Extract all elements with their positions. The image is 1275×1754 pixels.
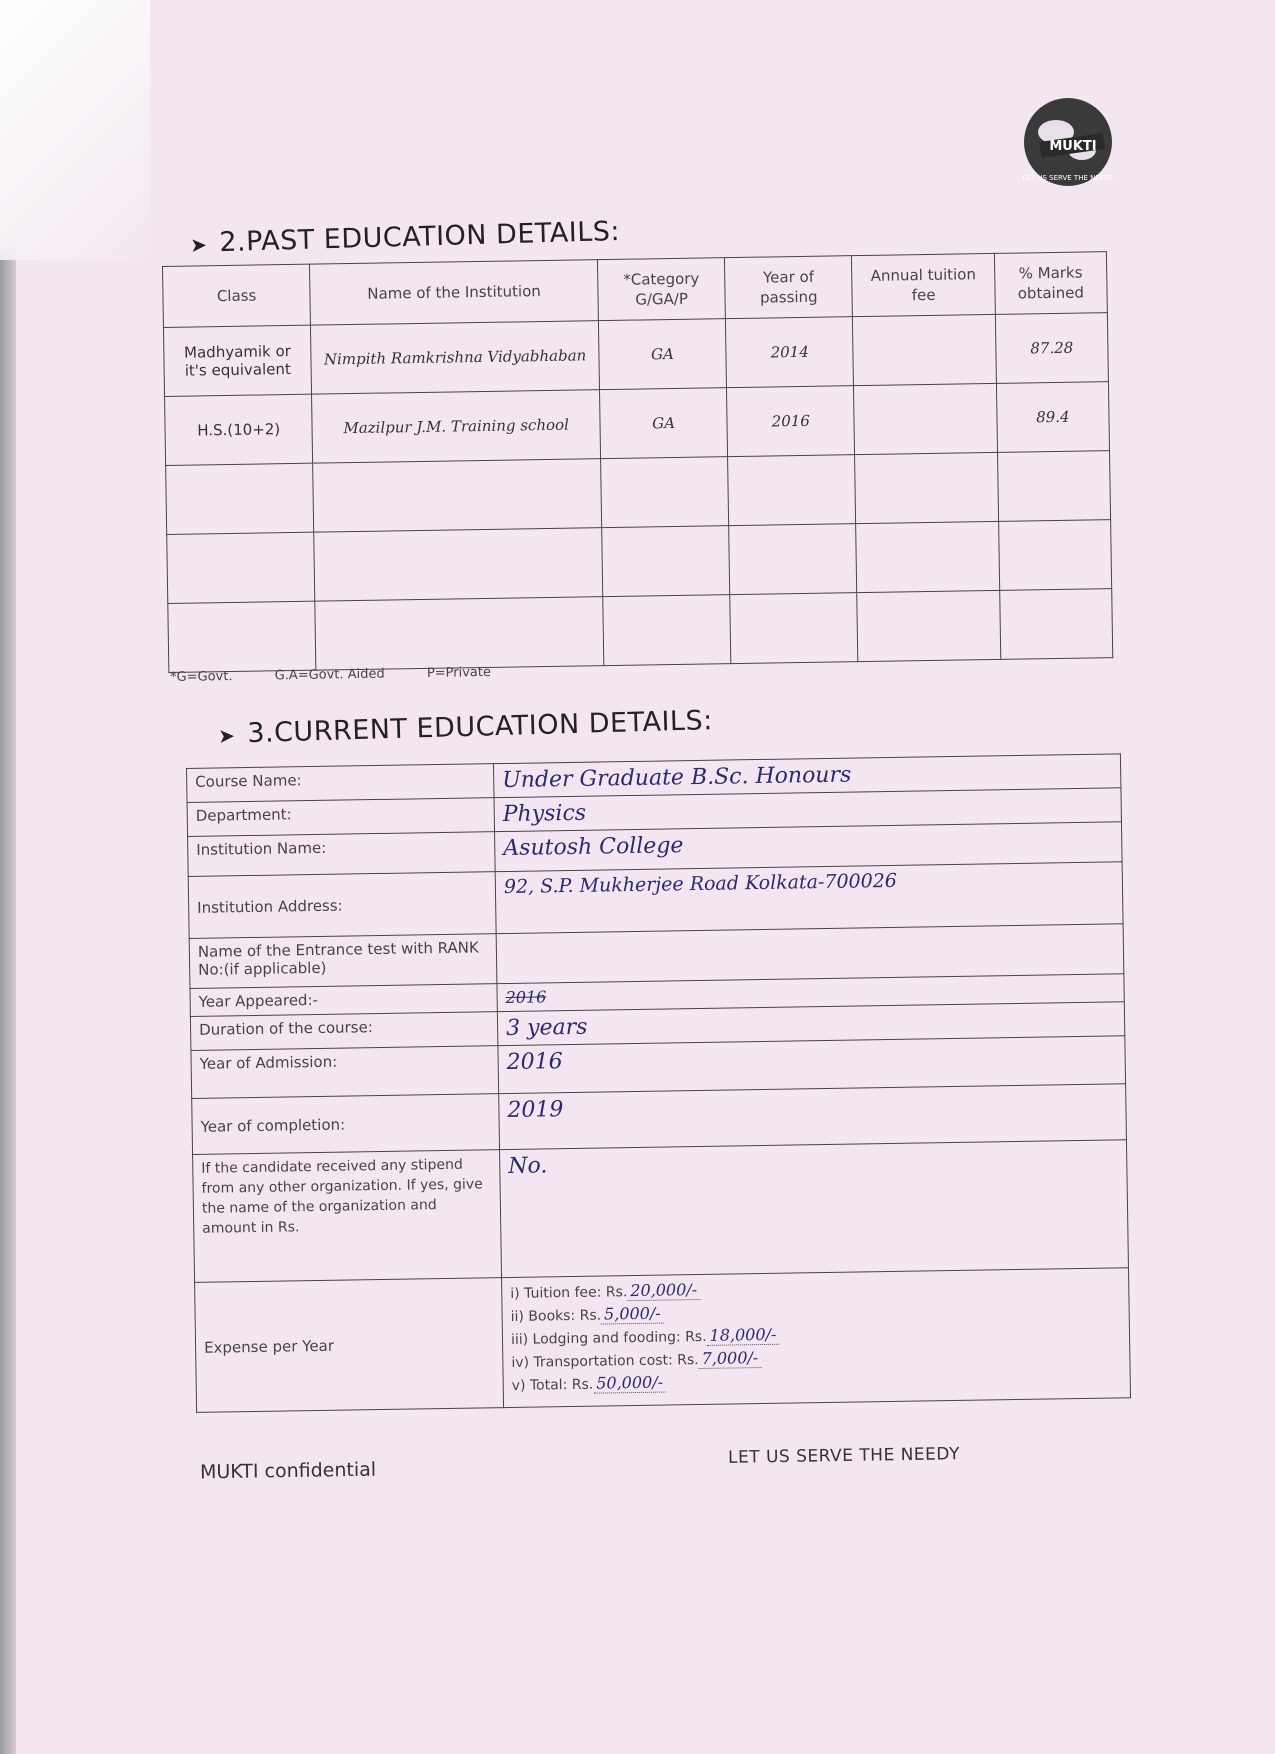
field-label: Expense per Year: [195, 1278, 504, 1413]
footer-slogan: LET US SERVE THE NEEDY: [727, 1444, 961, 1468]
expense-breakdown: [502, 1268, 1131, 1408]
field-value: 92, S.P. Mukherjee Road Kolkata-700026: [495, 862, 1123, 934]
marks-cell: 87.28: [995, 313, 1108, 384]
column-header: Year of passing: [725, 256, 853, 319]
column-header: Name of the Institution: [310, 260, 599, 326]
field-value: 2016: [498, 1036, 1126, 1094]
marks-cell: 89.4: [996, 382, 1109, 453]
column-header: % Marks obtained: [994, 252, 1107, 315]
mukti-logo: [1018, 92, 1118, 192]
marks-cell: [997, 451, 1110, 522]
field-value: No.: [500, 1140, 1129, 1278]
marks-cell: [999, 589, 1112, 660]
field-label: Year Appeared:-: [190, 984, 497, 1017]
institution-cell: Mazilpur J.M. Training school: [312, 390, 601, 464]
expense-item: iv) Transportation cost: Rs. 7,000/-: [511, 1341, 1121, 1374]
field-value: 3 years: [497, 1002, 1124, 1046]
legend-item: *G=Govt.: [170, 669, 233, 685]
expense-item: iii) Lodging and fooding: Rs. 18,000/-: [511, 1318, 1121, 1351]
year-cell: 2016: [727, 386, 855, 457]
tuition-cell: [854, 383, 997, 454]
field-label: Name of the Entrance test with RANK No:(if applicable): [189, 934, 497, 989]
expense-amount: 20,000/-: [627, 1280, 700, 1301]
field-label: Course Name:: [187, 764, 494, 803]
year-cell: [729, 524, 857, 595]
bullet-arrow-icon: ➤: [189, 232, 208, 257]
field-label: Institution Address:: [188, 872, 496, 939]
field-value: Under Graduate B.Sc. Honours: [493, 754, 1120, 798]
field-value: Asutosh College: [495, 822, 1123, 872]
class-cell: [167, 532, 315, 603]
category-cell: [602, 526, 730, 597]
field-label: Duration of the course:: [190, 1012, 497, 1051]
expense-amount: 7,000/-: [699, 1348, 762, 1369]
past-education-table: [162, 251, 1113, 673]
logo-tagline: LET US SERVE THE NEEDY: [1022, 174, 1114, 182]
tuition-cell: [853, 314, 996, 385]
expense-item: ii) Books: Rs. 5,000/-: [510, 1295, 1120, 1328]
table-row: [168, 589, 1113, 673]
category-cell: GA: [598, 319, 726, 390]
current-education-title: ➤ 3.CURRENT EDUCATION DETAILS:: [217, 705, 714, 750]
current-education-table: [186, 753, 1131, 1413]
field-label: Year of Admission:: [191, 1046, 499, 1099]
expense-row: [195, 1268, 1131, 1413]
year-cell: [730, 593, 858, 664]
field-value: 2019: [499, 1084, 1127, 1150]
field-value: Physics: [494, 788, 1121, 832]
legend-item: G.A=Govt. Aided: [274, 666, 385, 684]
category-cell: [603, 595, 731, 666]
class-cell: H.S.(10+2): [165, 394, 313, 465]
field-label: If the candidate received any stipend from any other organization. If yes, give the name of the organization and amount in Rs.: [193, 1150, 502, 1283]
marks-cell: [998, 520, 1111, 591]
field-row: [193, 1140, 1129, 1283]
legend-item: P=Private: [426, 664, 492, 681]
institution-cell: Nimpith Ramkrishna Vidyabhaban: [311, 321, 600, 395]
expense-amount: 18,000/-: [706, 1325, 779, 1346]
column-header: Annual tuition fee: [852, 253, 995, 316]
year-cell: [728, 455, 856, 526]
category-cell: GA: [599, 388, 727, 459]
field-label: Year of completion:: [192, 1094, 500, 1155]
institution-cell: [313, 459, 602, 533]
expense-item: i) Tuition fee: Rs. 20,000/-: [510, 1272, 1120, 1305]
footer-confidential: MUKTI confidential: [199, 1458, 377, 1484]
folded-corner: [0, 0, 150, 260]
class-cell: [166, 463, 314, 534]
logo-text: MUKTI: [1049, 139, 1097, 154]
institution-cell: [315, 597, 604, 671]
expense-amount: 50,000/-: [593, 1373, 666, 1394]
tuition-cell: [857, 590, 1000, 661]
tuition-cell: [855, 452, 998, 523]
column-header: *Category G/GA/P: [597, 258, 725, 321]
column-header: Class: [163, 264, 311, 327]
past-education-title: ➤ 2.PAST EDUCATION DETAILS:: [189, 216, 621, 259]
year-cell: 2014: [726, 317, 854, 388]
field-value: 2016: [497, 974, 1124, 1012]
category-cell: [600, 457, 728, 528]
tuition-cell: [856, 521, 999, 592]
institution-cell: [314, 528, 603, 602]
class-cell: Madhyamik or it's equivalent: [163, 325, 311, 396]
scan-edge-shadow: [0, 0, 16, 1754]
field-label: Department:: [187, 798, 494, 837]
expense-amount: 5,000/-: [601, 1304, 664, 1325]
field-label: Institution Name:: [188, 832, 496, 877]
class-cell: [168, 601, 316, 672]
expense-item: v) Total: Rs. 50,000/-: [512, 1364, 1122, 1397]
bullet-arrow-icon: ➤: [217, 723, 236, 748]
globe-logo-icon: [1018, 92, 1118, 192]
